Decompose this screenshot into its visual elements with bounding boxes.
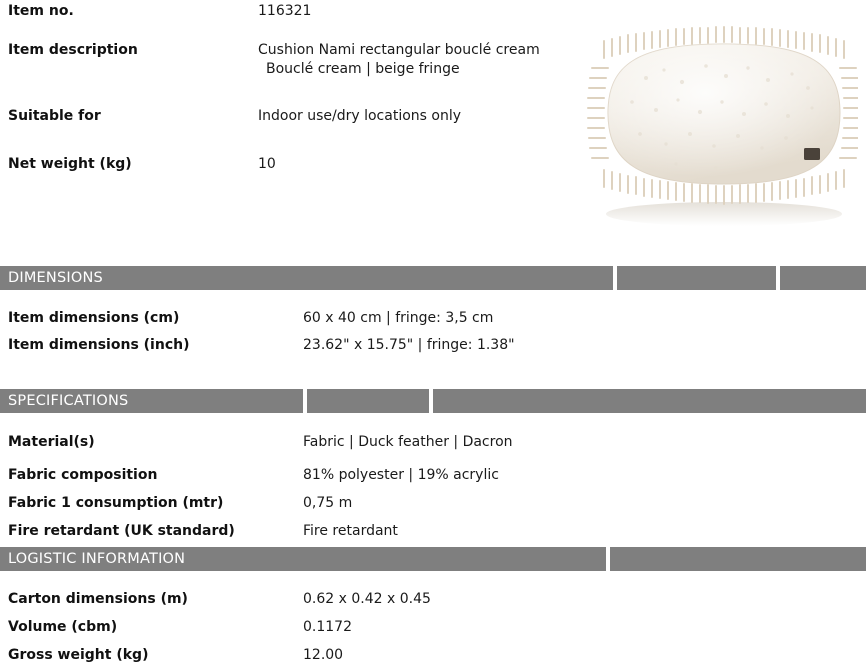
section-bar-filler bbox=[617, 266, 776, 290]
product-image bbox=[586, 18, 858, 233]
item-no-label: Item no. bbox=[8, 3, 74, 19]
item-no-value: 116321 bbox=[258, 3, 312, 19]
item-dimensions-inch-value: 23.62" x 15.75" | fringe: 1.38" bbox=[303, 337, 515, 353]
table-row bbox=[0, 308, 866, 329]
product-info-row bbox=[0, 2, 600, 21]
item-dimensions-cm-value: 60 x 40 cm | fringe: 3,5 cm bbox=[303, 310, 494, 326]
section-title-logistics: LOGISTIC INFORMATION bbox=[8, 551, 186, 567]
table-row bbox=[0, 335, 866, 356]
section-title-specifications: SPECIFICATIONS bbox=[8, 393, 129, 409]
fire-retardant-value: Fire retardant bbox=[303, 523, 398, 539]
carton-dimensions-label: Carton dimensions (m) bbox=[8, 591, 188, 607]
table-row bbox=[0, 465, 866, 486]
product-info-row bbox=[0, 107, 600, 126]
section-bar-filler bbox=[307, 389, 429, 413]
section-header-logistics bbox=[0, 547, 606, 571]
fabric-consumption-value: 0,75 m bbox=[303, 495, 353, 511]
item-dimensions-cm-label: Item dimensions (cm) bbox=[8, 310, 180, 326]
section-header-dimensions bbox=[0, 266, 613, 290]
section-header-specifications bbox=[0, 389, 303, 413]
item-dimensions-inch-label: Item dimensions (inch) bbox=[8, 337, 190, 353]
table-row bbox=[0, 432, 866, 453]
dimensions-table bbox=[0, 308, 866, 356]
table-row bbox=[0, 493, 866, 514]
suitable-for-label: Suitable for bbox=[8, 107, 101, 124]
product-info-row bbox=[0, 155, 600, 174]
item-description-label: Item description bbox=[8, 41, 138, 58]
gross-weight-value: 12.00 bbox=[303, 647, 344, 663]
fabric-composition-label: Fabric composition bbox=[8, 467, 158, 483]
materials-label: Material(s) bbox=[8, 434, 95, 450]
section-title-dimensions: DIMENSIONS bbox=[8, 270, 103, 286]
suitable-for-value: Indoor use/dry locations only bbox=[258, 107, 462, 124]
volume-value: 0.1172 bbox=[303, 619, 352, 635]
logistics-table bbox=[0, 589, 866, 666]
volume-label: Volume (cbm) bbox=[8, 619, 118, 635]
product-info-block bbox=[0, 0, 600, 173]
section-bar-filler bbox=[780, 266, 866, 290]
fire-retardant-label: Fire retardant (UK standard) bbox=[8, 523, 235, 539]
net-weight-value: 10 bbox=[258, 155, 276, 172]
section-bar-filler bbox=[610, 547, 866, 571]
brand-label-tag bbox=[804, 148, 820, 160]
table-row bbox=[0, 589, 866, 610]
fabric-consumption-label: Fabric 1 consumption (mtr) bbox=[8, 495, 224, 511]
materials-value: Fabric | Duck feather | Dacron bbox=[303, 434, 513, 450]
section-bar-filler bbox=[433, 389, 866, 413]
item-description-value: Cushion Nami rectangular bouclé cream bbox=[258, 41, 540, 58]
table-row bbox=[0, 521, 866, 542]
gross-weight-label: Gross weight (kg) bbox=[8, 647, 149, 663]
table-row bbox=[0, 617, 866, 638]
cushion-illustration bbox=[586, 18, 858, 233]
product-info-row bbox=[0, 41, 600, 60]
specifications-table bbox=[0, 432, 866, 542]
net-weight-label: Net weight (kg) bbox=[8, 155, 132, 172]
item-description-subvalue: Bouclé cream | beige fringe bbox=[266, 60, 460, 77]
fabric-composition-value: 81% polyester | 19% acrylic bbox=[303, 467, 499, 483]
carton-dimensions-value: 0.62 x 0.42 x 0.45 bbox=[303, 591, 431, 607]
cushion-highlight bbox=[608, 44, 840, 184]
